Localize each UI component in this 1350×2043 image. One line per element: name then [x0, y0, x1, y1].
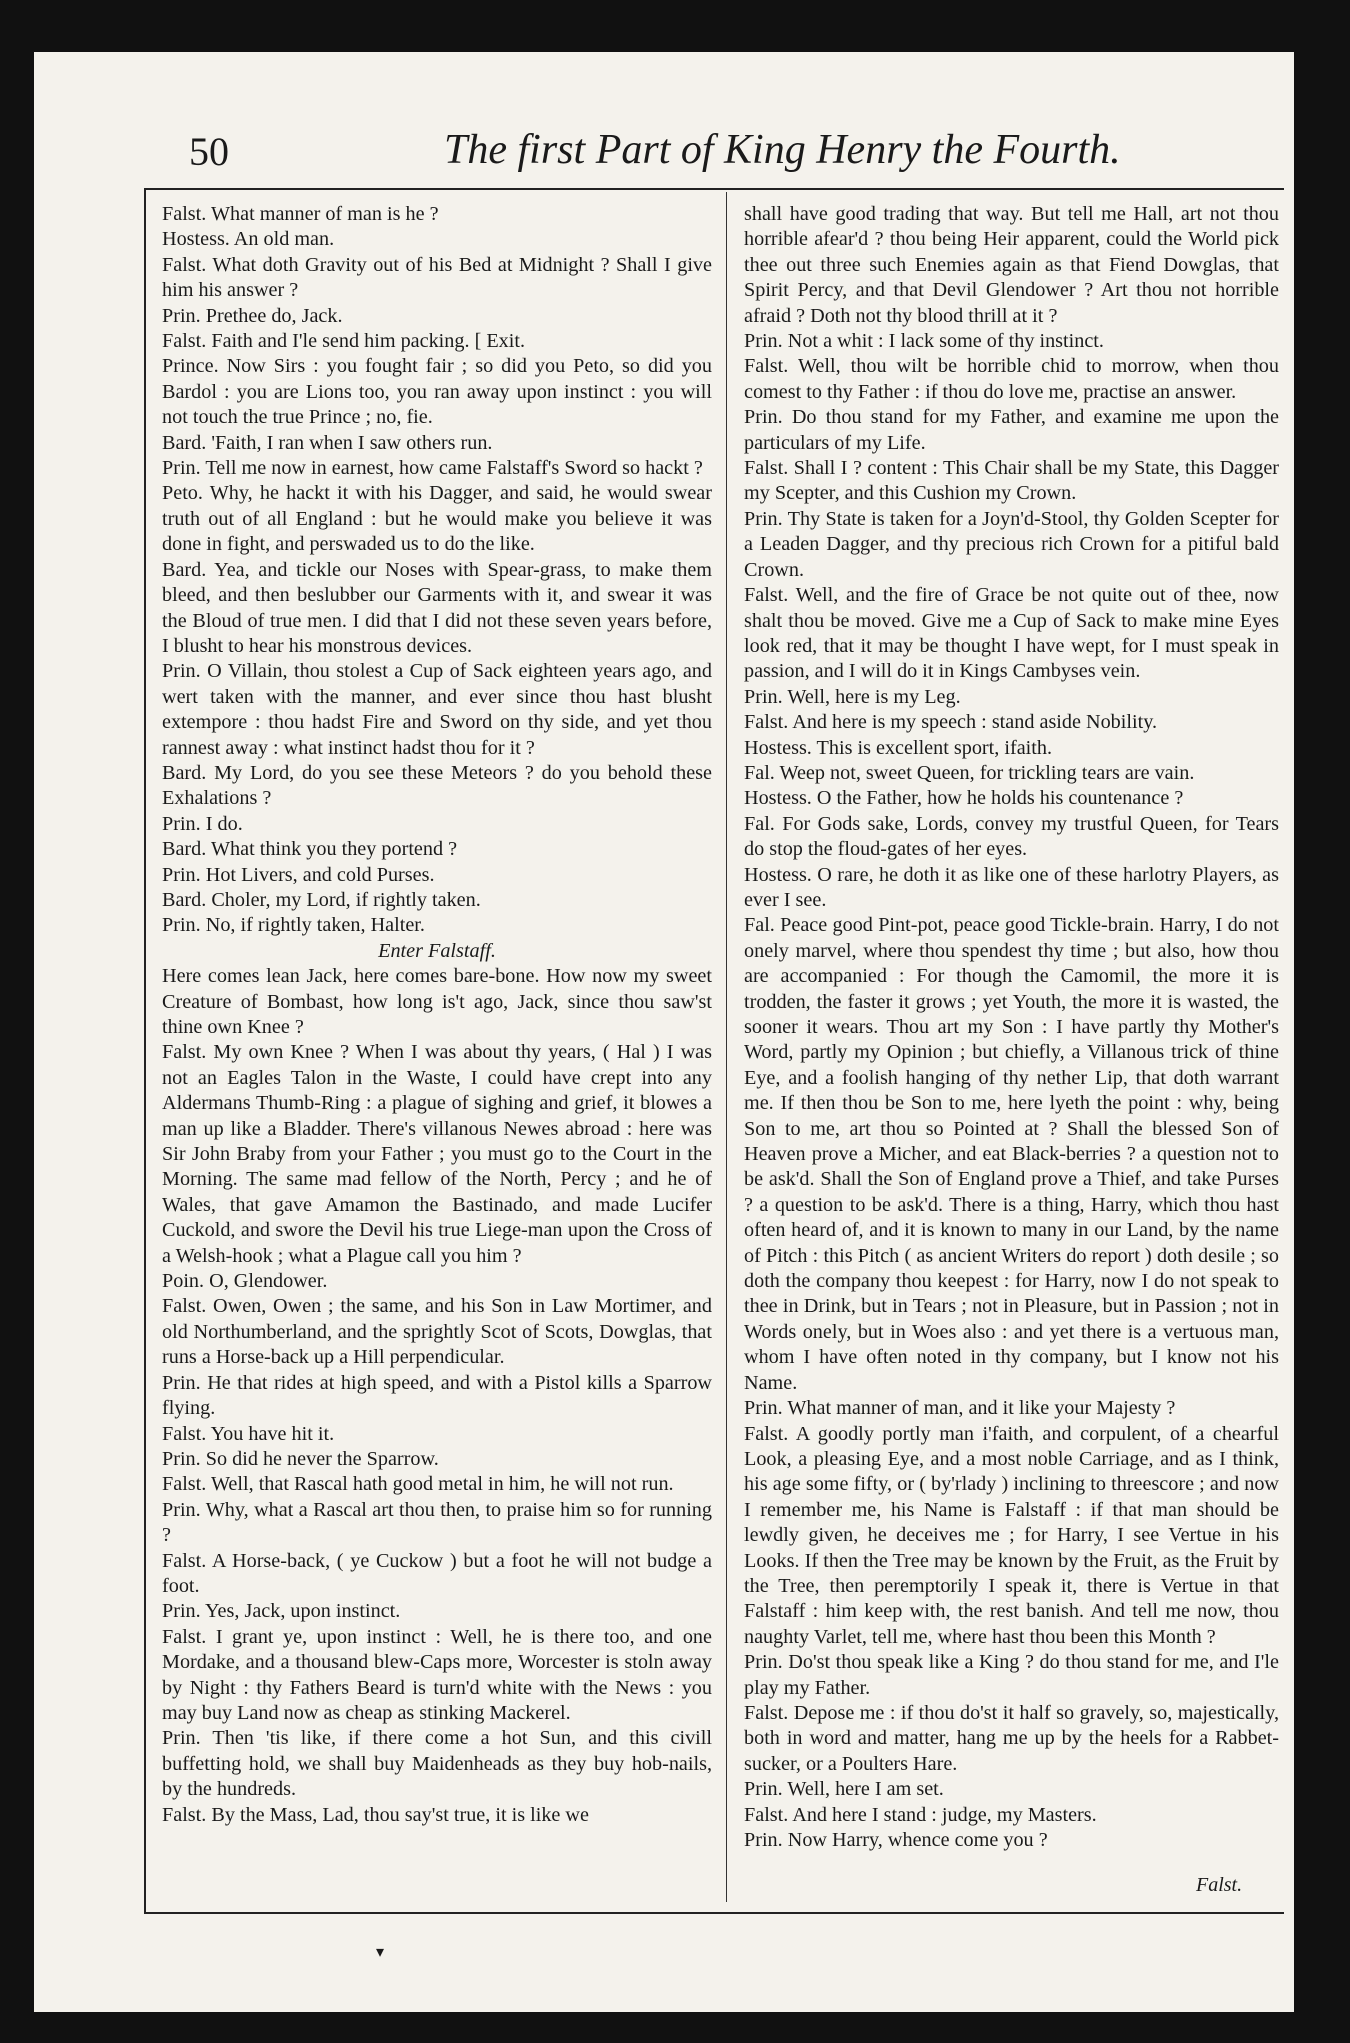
text-line: Falst. And here is my speech : stand aside Nobility.	[744, 711, 1158, 734]
text-line: Prin. Not a whit : I lack some of thy instinct.	[744, 330, 1104, 353]
text-line: Prin. He that rides at high speed, and with a Pistol kills a Sparrow flying.	[162, 1371, 712, 1420]
text-line: Hostess. An old man.	[162, 228, 335, 251]
book-page	[34, 52, 1294, 2012]
catchword: Falst.	[1196, 1874, 1243, 1896]
text-line: Falst. A goodly portly man i'faith, and corpulent, of a chearful Look, a pleasing Eye, and a most noble Carriage, and as I think, his age some fifty, or ( by'rlady ) inclining to threescore ; and now I remember me, his Name is Falstaff : if that man should be lewdly given, he deceives me ; for Harry, I see Vertue in his Looks. If then the Tree may be known by the Fruit, as the Fruit by the Tree, then peremptorily I speak it, there is Vertue in that Falstaff : him keep with, the rest banish. And tell me now, thou naughty Varlet, tell me, where hast thou been this Month ?	[744, 1422, 1279, 1648]
printer-mark: ▾	[376, 1944, 385, 1961]
text-line: Prin. Prethee do, Jack.	[162, 304, 343, 327]
text-line: Bard. Yea, and tickle our Noses with Spear-grass, to make them bleed, and then beslubber our Garments with it, and swear it was the Bloud of true men. I did that I did not these seven years before, I blusht to hear his monstrous devices.	[162, 558, 712, 657]
text-line: Bard. Choler, my Lord, if rightly taken.	[162, 888, 481, 911]
text-line: Prin. I do.	[162, 812, 243, 835]
text-line: Here comes lean Jack, here comes bare-bone. How now my sweet Creature of Bombast, how long is't ago, Jack, since thou saw'st thine own Knee ?	[162, 965, 712, 1038]
column-divider	[726, 192, 727, 1902]
text-line: Prin. Thy State is taken for a Joyn'd-Stool, thy Golden Scepter for a Leaden Dagger, and thy precious rich Crown for a pitiful bald Crown.	[744, 507, 1279, 581]
text-line: Falst. Depose me : if thou do'st it half so gravely, so, majestically, both in word and matter, hang me up by the heels for a Rabbet-sucker, or a Poulters Hare.	[744, 1701, 1279, 1775]
text-line: Hostess. O the Father, how he holds his countenance ?	[744, 787, 1184, 810]
text-line: Prin. Why, what a Rascal art thou then, to praise him so for running ?	[162, 1498, 712, 1547]
text-line: Prin. Do'st thou speak like a King ? do thou stand for me, and I'le play my Father.	[744, 1651, 1279, 1699]
running-title: The first Part of King Henry the Fourth.	[444, 127, 1121, 173]
text-line: Bard. My Lord, do you see these Meteors ? do you behold these Exhalations ?	[162, 761, 712, 810]
text-line: Fal. Weep not, sweet Queen, for trickling tears are vain.	[744, 761, 1195, 784]
text-line: Falst. Well, that Rascal hath good metal in him, he will not run.	[162, 1473, 674, 1496]
text-line: Falst. A Horse-back, ( ye Cuckow ) but a foot he will not budge a foot.	[162, 1549, 712, 1597]
text-line: shall have good trading that way. But tell me Hall, art not thou horrible afear'd ? thou being Heir apparent, could the World pick thee out three such Enemies again as that Fiend Dowglas, that Spirit Percy, and that Devil Glendower ? Art thou not horrible afraid ? Doth not thy blood thrill at it ?	[744, 203, 1279, 327]
stage-direction: Enter Falstaff.	[378, 939, 496, 962]
bottom-rule	[144, 1912, 1284, 1914]
text-line: Hostess. This is excellent sport, ifaith.	[744, 736, 1053, 759]
text-line: Prin. O Villain, thou stolest a Cup of Sack eighteen years ago, and wert taken with the manner, and ever since thou hast blusht extempore : thou hadst Fire and Sword on thy side, and yet thou rannest away : what instinct hadst thou for it ?	[162, 660, 712, 759]
text-line: Falst. Shall I ? content : This Chair shall be my State, this Dagger my Scepter, and this Cushion my Crown.	[744, 457, 1279, 505]
text-line: Prin. Now Harry, whence come you ?	[744, 1829, 1048, 1851]
text-line: Falst. Well, and the fire of Grace be not quite out of thee, now shalt thou be moved. Give me a Cup of Sack to make mine Eyes look red, that it may be thought I have wept, for I must speak in passion, and I will do it in Kings Cambyses vein.	[744, 584, 1279, 683]
text-line: Prince. Now Sirs : you fought fair ; so did you Peto, so did you Bardol : you are Lions too, you ran away upon instinct : you will not touch the true Prince ; no, fie.	[162, 355, 712, 429]
text-line: Fal. Peace good Pint-pot, peace good Tickle-brain. Harry, I do not onely marvel, where thou spendest thy time ; but also, how thou are accompanied : For though the Camomil, the more it is trodden, the faster it grows ; yet Youth, the more it is wasted, the sooner it wears. Thou art my Son : I have partly thy Mother's Word, partly my Opinion ; but chiefly, a Villanous trick of thine Eye, and a foolish hanging of thy nether Lip, that doth warrant me. If then thou be Son to me, here lyeth the point : why, being Son to me, art thou so Pointed at ? Shall the blessed Son of Heaven prove a Micher, and eat Black-berries ? a question not to be ask'd. Shall the Son of England prove a Thief, and take Purses ? a question to be ask'd. There is a thing, Harry, which thou hast often heard of, and it is known to many in our Land, by the name of Pitch : this Pitch ( as ancient Writers do report ) doth desile ; so doth the company thou keepest : for Harry, now I do not speak to thee in Drink, but in Tears ; not in Pleasure, but in Passion ; not in Words onely, but in Woes also : and yet there is a vertuous man, whom I have often noted in thy company, but I know not his Name.	[744, 914, 1279, 1394]
text-line: Prin. So did he never the Sparrow.	[162, 1447, 439, 1470]
page-number: 50	[189, 129, 229, 174]
text-line: Falst. And here I stand : judge, my Masters.	[744, 1803, 1097, 1826]
text-line: Peto. Why, he hackt it with his Dagger, and said, he would swear truth out of all England : but he would make you believe it was done in fight, and perswaded us to do the like.	[162, 482, 712, 556]
text-line: Falst. By the Mass, Lad, thou say'st true, it is like we	[162, 1803, 589, 1826]
text-line: Bard. 'Faith, I ran when I saw others run.	[162, 431, 493, 454]
text-line: Falst. Faith and I'le send him packing. [ Exit.	[162, 330, 526, 353]
text-line: Poin. O, Glendower.	[162, 1270, 328, 1293]
text-line: Falst. I grant ye, upon instinct : Well, he is there too, and one Mordake, and a thousand blew-Caps more, Worcester is stoln away by Night : thy Fathers Beard is turn'd white with the News : you may buy Land now as cheap as stinking Mackerel.	[162, 1625, 712, 1724]
text-line: Falst. Owen, Owen ; the same, and his Son in Law Mortimer, and old Northumberland, and the sprightly Scot of Scots, Dowglas, that runs a Horse-back up a Hill perpendicular.	[162, 1295, 712, 1369]
text-line: Falst. My own Knee ? When I was about thy years, ( Hal ) I was not an Eagles Talon in the Waste, I could have crept into any Aldermans Thumb-Ring : a plague of sighing and grief, it blowes a man up like a Bladder. There's villanous Newes abroad : here was Sir John Braby from your Father ; you must go to the Court in the Morning. The same mad fellow of the North, Percy ; and he of Wales, that gave Amamon the Bastinado, and made Lucifer Cuckold, and swore the Devil his true Liege-man upon the Cross of a Welsh-hook ; what a Plague call you him ?	[162, 1041, 712, 1267]
text-line: Bard. What think you they portend ?	[162, 838, 458, 861]
text-line: Hostess. O rare, he doth it as like one of these harlotry Players, as ever I see.	[744, 863, 1279, 911]
right-column	[744, 202, 1279, 1853]
text-line: Prin. No, if rightly taken, Halter.	[162, 914, 425, 937]
text-line: Prin. What manner of man, and it like your Majesty ?	[744, 1397, 1176, 1420]
text-line: Prin. Then 'tis like, if there come a hot Sun, and this civill buffetting hold, we shall buy Maidenheads as they buy hob-nails, by the hundreds.	[162, 1727, 712, 1801]
text-line: Falst. What manner of man is he ?	[162, 203, 439, 225]
text-line: Falst. What doth Gravity out of his Bed at Midnight ? Shall I give him his answer ?	[162, 253, 712, 302]
text-line: Prin. Tell me now in earnest, how came Falstaff's Sword so hackt ?	[162, 457, 703, 480]
text-line: Falst. You have hit it.	[162, 1422, 335, 1445]
text-line: Fal. For Gods sake, Lords, convey my trustful Queen, for Tears do stop the floud-gates of her eyes.	[744, 812, 1279, 861]
left-rule	[144, 188, 146, 1914]
page-frame	[144, 122, 1284, 1962]
text-line: Prin. Yes, Jack, upon instinct.	[162, 1600, 401, 1623]
text-line: Falst. Well, thou wilt be horrible chid to morrow, when thou comest to thy Father : if thou do love me, practise an answer.	[744, 355, 1279, 403]
left-column	[162, 202, 712, 1828]
text-line: Prin. Hot Livers, and cold Purses.	[162, 863, 435, 886]
running-header	[144, 122, 1284, 190]
text-line: Prin. Do thou stand for my Father, and examine me upon the particulars of my Life.	[744, 406, 1279, 454]
text-line: Prin. Well, here I am set.	[744, 1778, 944, 1801]
text-line: Prin. Well, here is my Leg.	[744, 685, 961, 708]
